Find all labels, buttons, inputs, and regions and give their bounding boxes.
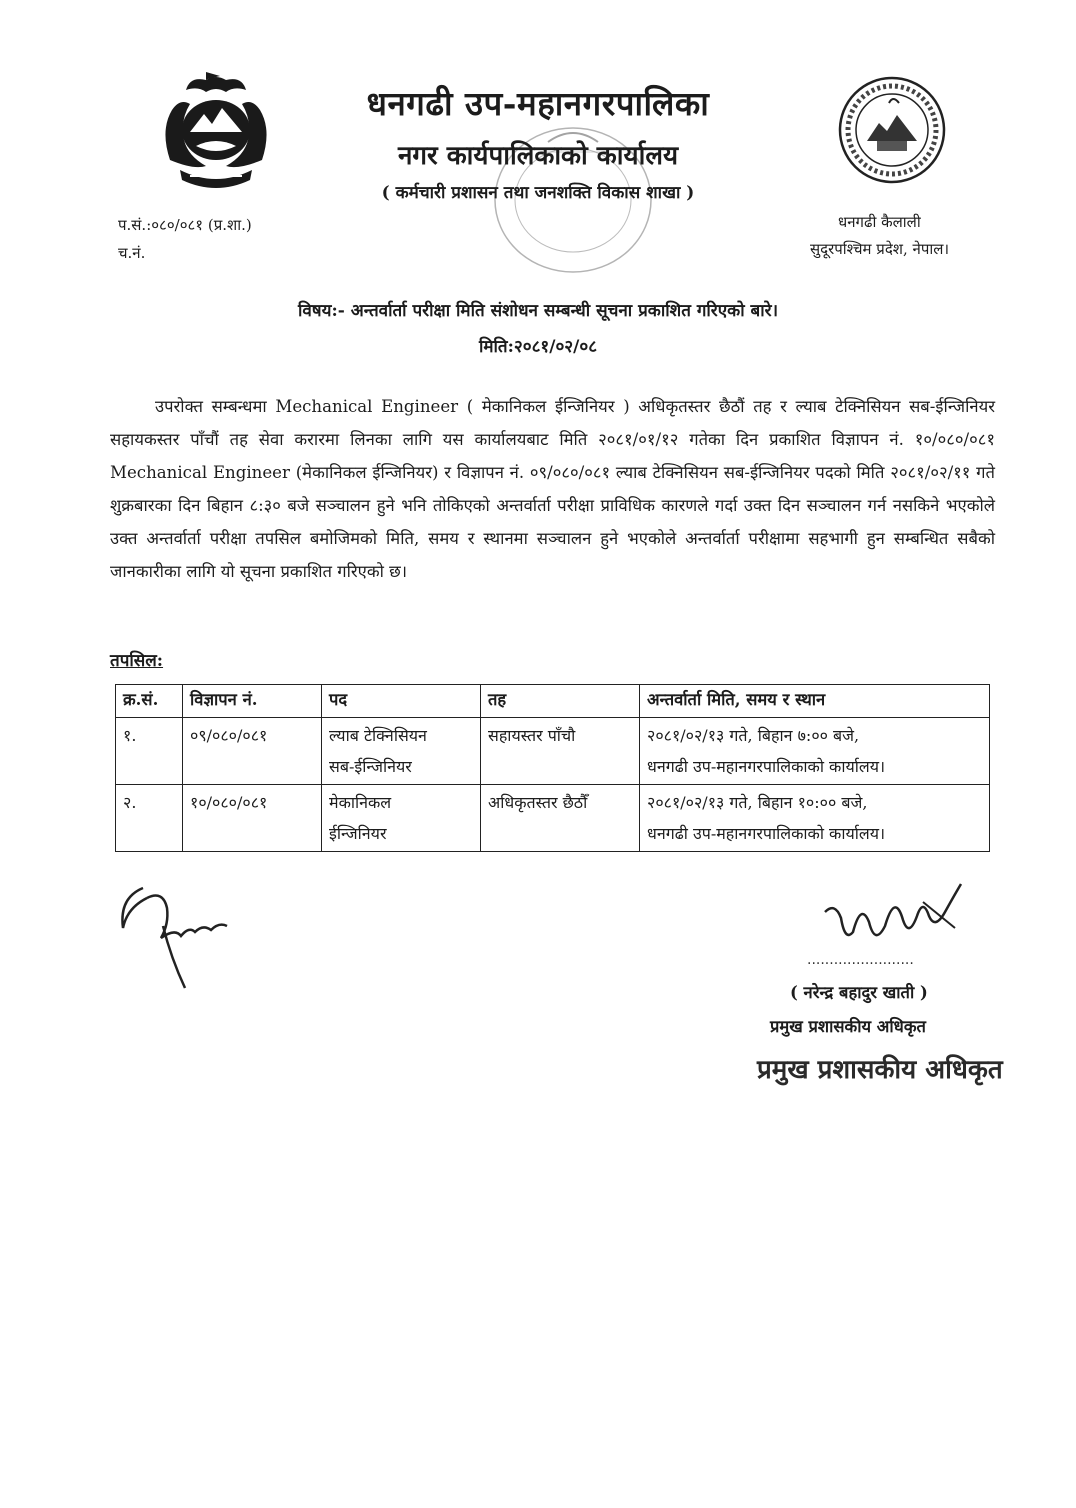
cell-schedule xyxy=(640,785,990,852)
subject-line: विषय:- अन्तर्वार्ता परीक्षा मिति संशोधन सम्बन्धी सूचना प्रकाशित गरिएको बारे। xyxy=(297,301,779,321)
officer-signature-icon xyxy=(805,872,980,972)
signature-dots: ........................ xyxy=(807,952,914,968)
officer-title: प्रमुख प्रशासकीय अधिकृत xyxy=(770,1017,926,1036)
col-header-sn: क्र.सं. xyxy=(116,685,183,718)
cell-post xyxy=(322,718,481,785)
officer-title-stamp: प्रमुख प्रशासकीय अधिकृत xyxy=(757,1055,1003,1085)
col-header-adv-no: विज्ञापन नं. xyxy=(183,685,322,718)
cell-sn: २. xyxy=(116,785,183,852)
cell-sn: १. xyxy=(116,718,183,785)
post-line-2: ईन्जिनियर xyxy=(329,824,387,843)
col-header-level: तह xyxy=(481,685,640,718)
cell-schedule xyxy=(640,718,990,785)
cell-adv-no: ०९/०८०/०८१ xyxy=(183,718,322,785)
schedule-line-1: २०८१/०२/१३ गते, बिहान ७:०० बजे, xyxy=(647,726,860,745)
col-header-post: पद xyxy=(322,685,481,718)
branch-name: ( कर्मचारी प्रशासन तथा जनशक्ति विकास शाखा ) xyxy=(381,183,695,203)
table-header-row xyxy=(116,685,990,718)
schedule-line-2: धनगढी उप-महानगरपालिकाको कार्यालय। xyxy=(647,757,886,776)
cell-post xyxy=(322,785,481,852)
interview-schedule-table xyxy=(115,684,990,852)
schedule-line-2: धनगढी उप-महानगरपालिकाको कार्यालय। xyxy=(647,824,886,843)
post-line-1: ल्याब टेक्निसियन xyxy=(329,726,427,745)
notice-body: उपरोक्त सम्बन्धमा Mechanical Engineer ( मेकानिकल ईन्जिनियर ) अधिकृतस्तर छैठौं तह र ल्याब टेक्निसियन सब-ईन्जिनियर सहायकस्तर पाँचौं तह सेवा करारमा लिनका लागि यस कार्यालयबाट मिति २०८१/०१/१२ गतेका दिन प्रकाशित विज्ञापन नं. १०/०८०/०८१ Mechanical Engineer (मेकानिकल ईन्जिनियर) र विज्ञापन नं. ०९/०८०/०८१ ल्याब टेक्निसियन सब-ईन्जिनियर पदको मिति २०८१/०२/११ गते शुक्रबारका दिन बिहान ८:३० बजे सञ्चालन हुने भनि तोकिएको अन्तर्वार्ता परीक्षा प्राविधिक कारणले गर्दा उक्त दिन सञ्चालन गर्न नसकिने भएकोले उक्त अन्तर्वार्ता परीक्षा तपसिल बमोजिमको मिति, समय र स्थानमा सञ्चालन हुने भएकोले अन्तर्वार्ता परीक्षामा सहभागी हुन सम्बन्धित सबैको जानकारीका लागि यो सूचना प्रकाशित गरिएको छ। xyxy=(110,397,995,581)
col-header-schedule: अन्तर्वार्ता मिति, समय र स्थान xyxy=(640,685,990,718)
reference-number: प.सं.:०८०/०८१ (प्र.शा.) xyxy=(118,216,252,234)
post-line-2: सब-ईन्जिनियर xyxy=(329,757,412,776)
cell-level: अधिकृतस्तर छैठौँ xyxy=(481,785,640,852)
schedule-line-1: २०८१/०२/१३ गते, बिहान १०:०० बजे, xyxy=(647,793,868,812)
schedule-heading: तपसिल: xyxy=(110,651,164,671)
initial-signature-icon xyxy=(115,868,245,993)
address-line-2: सुदूरपश्चिम प्रदेश, नेपाल। xyxy=(810,240,950,258)
cell-level: सहायस्तर पाँचौ xyxy=(481,718,640,785)
post-line-1: मेकानिकल xyxy=(329,793,392,812)
notice-date: मिति:२०८१/०२/०८ xyxy=(478,337,598,357)
office-name: नगर कार्यपालिकाको कार्यालय xyxy=(397,141,679,171)
org-name: धनगढी उप-महानगरपालिका xyxy=(366,84,710,123)
officer-name: ( नरेन्द्र बहादुर खाती ) xyxy=(790,983,928,1002)
cell-adv-no: १०/०८०/०८१ xyxy=(183,785,322,852)
table-row xyxy=(116,718,990,785)
table-row xyxy=(116,785,990,852)
address-line-1: धनगढी कैलाली xyxy=(838,213,921,231)
dispatch-number: च.नं. xyxy=(118,244,146,262)
